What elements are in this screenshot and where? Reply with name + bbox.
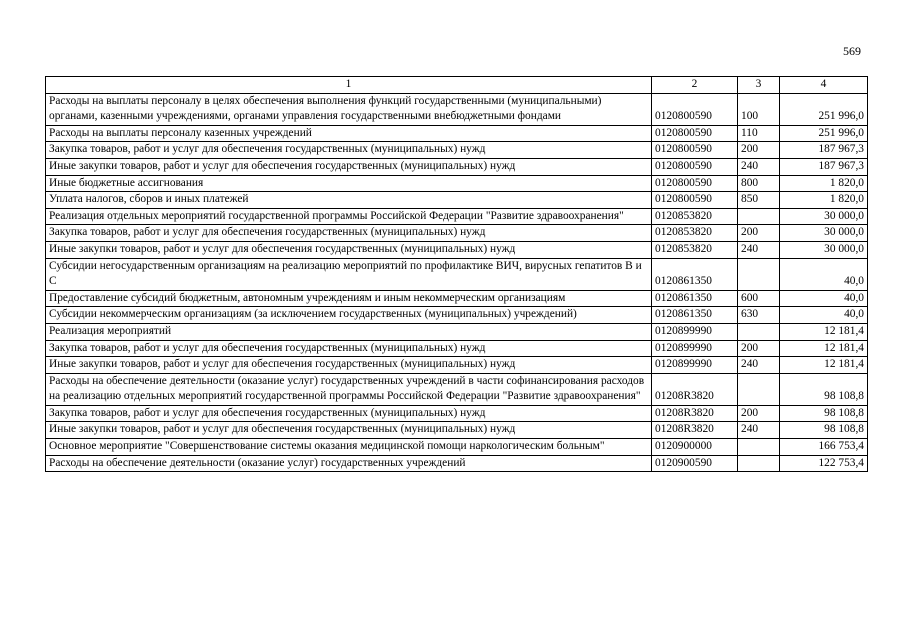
amount-cell: 30 000,0 (780, 225, 868, 242)
amount-cell: 187 967,3 (780, 142, 868, 159)
amount-cell: 166 753,4 (780, 439, 868, 456)
code-cell: 0120861350 (652, 258, 738, 290)
code-cell: 0120853820 (652, 241, 738, 258)
description-cell: Расходы на выплаты персоналу в целях обеспечения выполнения функций государственными (муниципальными) органами, казенными учреждениями, органами управления государственными внебюджетными фондами (46, 93, 652, 125)
amount-cell: 40,0 (780, 307, 868, 324)
amount-cell: 98 108,8 (780, 405, 868, 422)
code-cell: 0120853820 (652, 208, 738, 225)
table-row (46, 405, 868, 422)
description-cell: Реализация мероприятий (46, 323, 652, 340)
code-cell: 0120800590 (652, 93, 738, 125)
expense-type-cell: 850 (738, 192, 780, 209)
description-cell: Иные закупки товаров, работ и услуг для обеспечения государственных (муниципальных) нужд (46, 158, 652, 175)
code-cell: 0120800590 (652, 142, 738, 159)
expense-type-cell: 600 (738, 290, 780, 307)
amount-cell: 1 820,0 (780, 192, 868, 209)
code-cell: 0120800590 (652, 125, 738, 142)
amount-cell: 30 000,0 (780, 208, 868, 225)
table-row (46, 93, 868, 125)
amount-cell: 98 108,8 (780, 373, 868, 405)
expense-type-cell: 200 (738, 142, 780, 159)
expense-type-cell: 240 (738, 241, 780, 258)
expense-type-cell (738, 373, 780, 405)
expense-type-cell (738, 323, 780, 340)
table-row (46, 290, 868, 307)
header-cell-amount: 4 (780, 77, 868, 94)
expense-type-cell (738, 258, 780, 290)
table-row (46, 422, 868, 439)
code-cell: 0120800590 (652, 158, 738, 175)
description-cell: Иные закупки товаров, работ и услуг для обеспечения государственных (муниципальных) нужд (46, 422, 652, 439)
amount-cell: 40,0 (780, 290, 868, 307)
table-row (46, 323, 868, 340)
amount-cell: 12 181,4 (780, 323, 868, 340)
table-row (46, 373, 868, 405)
description-cell: Расходы на обеспечение деятельности (оказание услуг) государственных учреждений в части софинансирования расходов на реализацию отдельных мероприятий государственной программы Российской Федерации "Развитие здравоохранения" (46, 373, 652, 405)
amount-cell: 98 108,8 (780, 422, 868, 439)
amount-cell: 12 181,4 (780, 357, 868, 374)
description-cell: Предоставление субсидий бюджетным, автономным учреждениям и иным некоммерческим организациям (46, 290, 652, 307)
description-cell: Основное мероприятие "Совершенствование системы оказания медицинской помощи наркологическим больным" (46, 439, 652, 456)
description-cell: Субсидии негосударственным организациям на реализацию мероприятий по профилактике ВИЧ, вирусных гепатитов В и С (46, 258, 652, 290)
table-row (46, 357, 868, 374)
header-cell-description: 1 (46, 77, 652, 94)
header-cell-code: 2 (652, 77, 738, 94)
code-cell: 0120800590 (652, 175, 738, 192)
description-cell: Субсидии некоммерческим организациям (за исключением государственных (муниципальных) учреждений) (46, 307, 652, 324)
table-row (46, 307, 868, 324)
description-cell: Закупка товаров, работ и услуг для обеспечения государственных (муниципальных) нужд (46, 142, 652, 159)
expense-type-cell: 240 (738, 357, 780, 374)
expense-type-cell (738, 208, 780, 225)
description-cell: Расходы на выплаты персоналу казенных учреждений (46, 125, 652, 142)
expense-type-cell: 240 (738, 158, 780, 175)
expense-type-cell (738, 439, 780, 456)
table-row (46, 258, 868, 290)
description-cell: Иные бюджетные ассигнования (46, 175, 652, 192)
description-cell: Уплата налогов, сборов и иных платежей (46, 192, 652, 209)
table-row (46, 125, 868, 142)
expense-type-cell: 100 (738, 93, 780, 125)
expense-type-cell: 800 (738, 175, 780, 192)
code-cell: 0120861350 (652, 290, 738, 307)
table-row (46, 208, 868, 225)
table-header-row (46, 77, 868, 94)
description-cell: Реализация отдельных мероприятий государственной программы Российской Федерации "Развитие здравоохранения" (46, 208, 652, 225)
amount-cell: 30 000,0 (780, 241, 868, 258)
code-cell: 01208R3820 (652, 373, 738, 405)
amount-cell: 1 820,0 (780, 175, 868, 192)
expense-type-cell: 200 (738, 340, 780, 357)
code-cell: 0120853820 (652, 225, 738, 242)
description-cell: Закупка товаров, работ и услуг для обеспечения государственных (муниципальных) нужд (46, 405, 652, 422)
header-cell-type: 3 (738, 77, 780, 94)
budget-table (45, 76, 868, 472)
description-cell: Расходы на обеспечение деятельности (оказание услуг) государственных учреждений (46, 455, 652, 472)
code-cell: 01208R3820 (652, 422, 738, 439)
table-row (46, 439, 868, 456)
description-cell: Закупка товаров, работ и услуг для обеспечения государственных (муниципальных) нужд (46, 225, 652, 242)
code-cell: 0120899990 (652, 357, 738, 374)
amount-cell: 12 181,4 (780, 340, 868, 357)
description-cell: Иные закупки товаров, работ и услуг для обеспечения государственных (муниципальных) нужд (46, 241, 652, 258)
table-row (46, 158, 868, 175)
description-cell: Иные закупки товаров, работ и услуг для обеспечения государственных (муниципальных) нужд (46, 357, 652, 374)
code-cell: 0120900590 (652, 455, 738, 472)
table-row (46, 241, 868, 258)
table-row (46, 175, 868, 192)
table-row (46, 455, 868, 472)
expense-type-cell: 240 (738, 422, 780, 439)
expense-type-cell: 630 (738, 307, 780, 324)
description-cell: Закупка товаров, работ и услуг для обеспечения государственных (муниципальных) нужд (46, 340, 652, 357)
table-row (46, 340, 868, 357)
amount-cell: 251 996,0 (780, 93, 868, 125)
table-row (46, 142, 868, 159)
code-cell: 01208R3820 (652, 405, 738, 422)
expense-type-cell: 200 (738, 405, 780, 422)
amount-cell: 40,0 (780, 258, 868, 290)
code-cell: 0120899990 (652, 323, 738, 340)
code-cell: 0120800590 (652, 192, 738, 209)
expense-type-cell: 200 (738, 225, 780, 242)
code-cell: 0120899990 (652, 340, 738, 357)
code-cell: 0120900000 (652, 439, 738, 456)
expense-type-cell: 110 (738, 125, 780, 142)
page-number: 569 (843, 44, 861, 58)
amount-cell: 251 996,0 (780, 125, 868, 142)
amount-cell: 122 753,4 (780, 455, 868, 472)
table-row (46, 225, 868, 242)
code-cell: 0120861350 (652, 307, 738, 324)
table-row (46, 192, 868, 209)
amount-cell: 187 967,3 (780, 158, 868, 175)
expense-type-cell (738, 455, 780, 472)
